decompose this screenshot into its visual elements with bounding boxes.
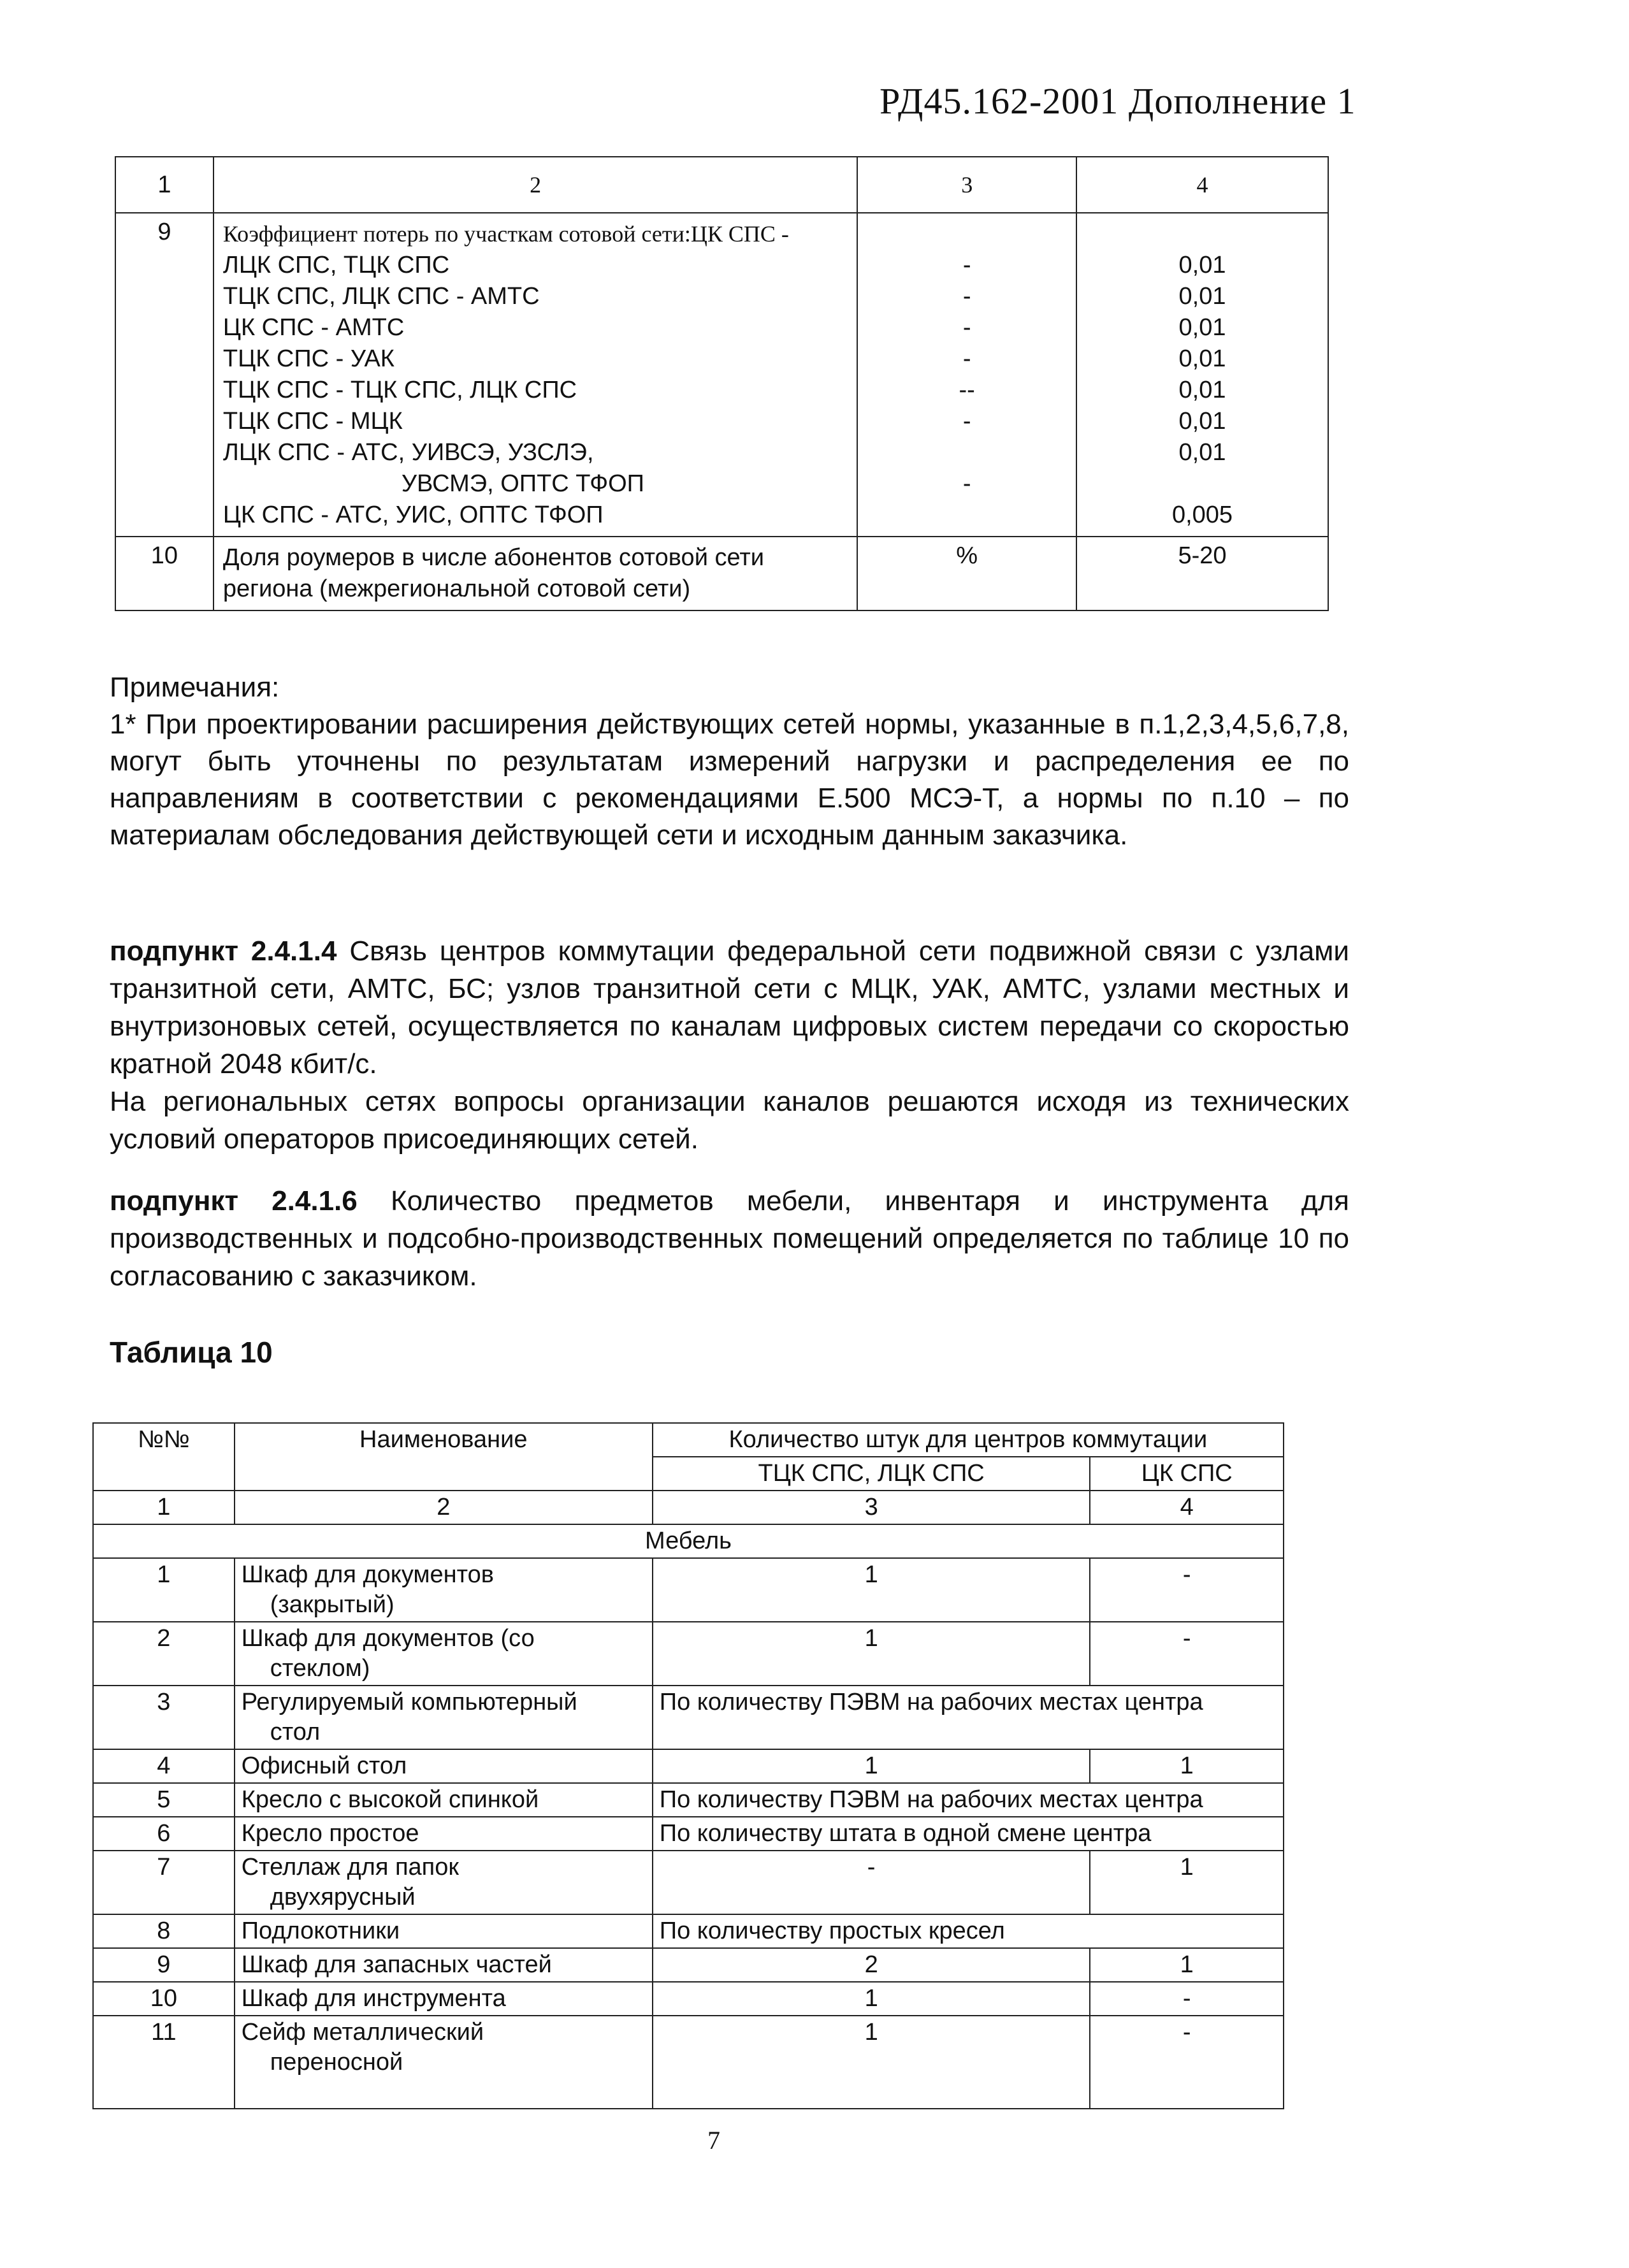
header-quantity-tck: ТЦК СПС, ЛЦК СПС bbox=[653, 1457, 1090, 1491]
notes-section bbox=[110, 669, 1349, 854]
item-name-line: Стеллаж для папок bbox=[241, 1854, 460, 1881]
item-qty-tck: 1 bbox=[653, 1982, 1090, 2016]
item-number: 7 bbox=[93, 1851, 235, 1914]
table-row bbox=[93, 1686, 1284, 1749]
row-values bbox=[1076, 213, 1328, 537]
list-item: ТЦК СПС - УАК bbox=[222, 345, 395, 372]
unit-value: -- bbox=[959, 377, 975, 403]
item-number: 1 bbox=[93, 1558, 235, 1622]
item-name-line: двухярусный bbox=[270, 1884, 416, 1910]
row-units bbox=[857, 213, 1076, 537]
header-number: №№ bbox=[93, 1423, 235, 1491]
list-item: ТЦК СПС - МЦК bbox=[222, 408, 403, 435]
item-name-line: Шкаф для документов (со bbox=[241, 1625, 535, 1652]
table-row bbox=[93, 1783, 1284, 1817]
list-item: ЦК СПС - АТС, УИС, ОПТС ТФОП bbox=[222, 502, 604, 528]
index-cell: 1 bbox=[93, 1491, 235, 1524]
table-row bbox=[93, 1914, 1284, 1948]
item-name-line: стол bbox=[270, 1719, 321, 1745]
table-caption: Таблица 10 bbox=[110, 1336, 273, 1369]
item-number: 11 bbox=[93, 2016, 235, 2109]
item-qty-span: По количеству простых кресел bbox=[653, 1914, 1284, 1948]
table-row bbox=[93, 1558, 1284, 1622]
item-number: 8 bbox=[93, 1914, 235, 1948]
item-name-line: Регулируемый компьютерный bbox=[241, 1689, 577, 1715]
notes-text: 1* При проектировании расширения действующих сетей нормы, указанные в п.1,2,3,4,5,6,7,8, могут быть уточнены по результатам измерений нагрузки и распределения ее по направлениям в соответствии с рекомендациями Е.500 МСЭ-Т, а нормы по п.10 – по материалам обследования действующей сети и исходным данным заказчика. bbox=[110, 709, 1349, 851]
header-quantity: Количество штук для центров коммутации bbox=[653, 1423, 1284, 1457]
blank-line bbox=[1086, 468, 1319, 500]
row-line: региона (межрегиональной сотовой сети) bbox=[222, 575, 691, 602]
table-row bbox=[93, 2016, 1284, 2109]
item-qty-tck: 1 bbox=[653, 1558, 1090, 1622]
table-header-row bbox=[93, 1423, 1284, 1457]
col-index-1: 1 bbox=[115, 157, 214, 213]
item-qty-span: По количеству ПЭВМ на рабочих местах центра bbox=[653, 1783, 1284, 1817]
item-name: Подлокотники bbox=[235, 1914, 653, 1948]
page-number: 7 bbox=[707, 2126, 720, 2155]
norm-value: 0,01 bbox=[1178, 314, 1226, 341]
norm-value: 0,01 bbox=[1178, 377, 1226, 403]
list-item: ТЦК СПС - ТЦК СПС, ЛЦК СПС bbox=[222, 377, 577, 403]
item-number: 2 bbox=[93, 1622, 235, 1686]
item-qty-tck: 1 bbox=[653, 2016, 1090, 2109]
subclause-label: подпункт 2.4.1.4 bbox=[110, 935, 337, 967]
table-row bbox=[93, 1982, 1284, 2016]
item-number: 3 bbox=[93, 1686, 235, 1749]
header-quantity-ck: ЦК СПС bbox=[1090, 1457, 1284, 1491]
norm-value: 0,01 bbox=[1178, 252, 1226, 278]
index-cell: 3 bbox=[653, 1491, 1090, 1524]
table-row bbox=[115, 537, 1328, 610]
subclause-2-4-1-6 bbox=[110, 1182, 1349, 1295]
item-qty-ck: 1 bbox=[1090, 1749, 1284, 1783]
item-name: Кресло с высокой спинкой bbox=[235, 1783, 653, 1817]
norm-value: 5-20 bbox=[1076, 537, 1328, 610]
item-number: 10 bbox=[93, 1982, 235, 2016]
unit-value: - bbox=[962, 314, 971, 341]
list-item: ЦК СПС - АМТС bbox=[222, 314, 405, 341]
item-name bbox=[235, 1558, 653, 1622]
item-name bbox=[235, 1851, 653, 1914]
norm-value: 0,005 bbox=[1171, 502, 1233, 528]
row-title: Коэффициент потерь по участкам сотовой сети:ЦК СПС - bbox=[222, 221, 789, 247]
item-name bbox=[235, 1686, 653, 1749]
list-item: ЛЦК СПС - АТС, УИВСЭ, УЗСЛЭ, bbox=[222, 439, 594, 466]
index-cell: 2 bbox=[235, 1491, 653, 1524]
unit-value: % bbox=[857, 537, 1076, 610]
table-row bbox=[93, 1817, 1284, 1851]
subclause-text-2: На региональных сетях вопросы организации каналов решаются исходя из технических условий операторов присоединяющих сетей. bbox=[110, 1086, 1349, 1155]
item-qty-span: По количеству ПЭВМ на рабочих местах центра bbox=[653, 1686, 1284, 1749]
subclause-2-4-1-4 bbox=[110, 932, 1349, 1158]
item-name-line: Сейф металлический bbox=[241, 2019, 484, 2046]
item-qty-ck: - bbox=[1090, 2016, 1284, 2109]
item-name-line: Шкаф для документов bbox=[241, 1561, 494, 1588]
item-number: 5 bbox=[93, 1783, 235, 1817]
subclause-text: Количество предметов мебели, инвентаря и инструмента для производственных и подсобно-производственных помещений определяется по таблице 10 по согласованию с заказчиком. bbox=[110, 1185, 1350, 1292]
item-name bbox=[235, 2016, 653, 2109]
item-name: Офисный стол bbox=[235, 1749, 653, 1783]
item-qty-ck: 1 bbox=[1090, 1851, 1284, 1914]
norm-value: 0,01 bbox=[1178, 408, 1226, 435]
col-index-2: 2 bbox=[214, 157, 857, 213]
list-item: ЛЦК СПС, ТЦК СПС bbox=[222, 252, 450, 278]
blank-line bbox=[867, 437, 1067, 468]
item-name: Шкаф для запасных частей bbox=[235, 1948, 653, 1982]
table-header-row bbox=[115, 157, 1328, 213]
blank-line bbox=[1086, 219, 1319, 250]
list-item-continuation: УВСМЭ, ОПТС ТФОП bbox=[401, 470, 644, 497]
row-number: 10 bbox=[115, 537, 214, 610]
subclause-text: Связь центров коммутации федеральной сети подвижной связи с узлами транзитной сети, АМТС, БС; узлов транзитной сети с МЦК, УАК, АМТС, узлами местных и внутризоновых сетей, осуществляется по каналам цифровых систем передачи со скоростью кратной 2048 кбит/с. bbox=[110, 935, 1349, 1080]
row-line: Доля роумеров в числе абонентов сотовой сети bbox=[222, 544, 764, 571]
col-index-3: 3 bbox=[857, 157, 1076, 213]
norms-table bbox=[115, 156, 1329, 611]
table-row bbox=[93, 1622, 1284, 1686]
item-name bbox=[235, 1622, 653, 1686]
table-row bbox=[93, 1749, 1284, 1783]
section-row bbox=[93, 1524, 1284, 1558]
furniture-table bbox=[92, 1422, 1284, 2109]
header-name: Наименование bbox=[235, 1423, 653, 1491]
table-row bbox=[115, 213, 1328, 537]
list-item: ТЦК СПС, ЛЦК СПС - АМТС bbox=[222, 283, 540, 310]
item-qty-tck: - bbox=[653, 1851, 1090, 1914]
item-qty-tck: 1 bbox=[653, 1749, 1090, 1783]
item-qty-tck: 1 bbox=[653, 1622, 1090, 1686]
section-title: Мебель bbox=[93, 1524, 1284, 1558]
item-qty-tck: 2 bbox=[653, 1948, 1090, 1982]
item-qty-ck: - bbox=[1090, 1622, 1284, 1686]
row-description bbox=[214, 213, 857, 537]
item-number: 6 bbox=[93, 1817, 235, 1851]
item-name-line: (закрытый) bbox=[270, 1591, 395, 1618]
item-qty-ck: - bbox=[1090, 1982, 1284, 2016]
unit-value: - bbox=[962, 470, 971, 497]
item-qty-span: По количеству штата в одной смене центра bbox=[653, 1817, 1284, 1851]
document-header: РД45.162-2001 Дополнение 1 bbox=[880, 80, 1356, 122]
norm-value: 0,01 bbox=[1178, 439, 1226, 466]
col-index-4: 4 bbox=[1076, 157, 1328, 213]
table-row bbox=[93, 1851, 1284, 1914]
unit-value: - bbox=[962, 283, 971, 310]
item-number: 4 bbox=[93, 1749, 235, 1783]
item-name: Кресло простое bbox=[235, 1817, 653, 1851]
item-name-line: переносной bbox=[270, 2049, 403, 2076]
row-description bbox=[214, 537, 857, 610]
table-index-row bbox=[93, 1491, 1284, 1524]
item-qty-ck: 1 bbox=[1090, 1948, 1284, 1982]
unit-value: - bbox=[962, 252, 971, 278]
unit-value: - bbox=[962, 345, 971, 372]
notes-title: Примечания: bbox=[110, 672, 280, 703]
item-name: Шкаф для инструмента bbox=[235, 1982, 653, 2016]
index-cell: 4 bbox=[1090, 1491, 1284, 1524]
norm-value: 0,01 bbox=[1178, 283, 1226, 310]
item-name-line: стеклом) bbox=[270, 1655, 370, 1682]
norm-value: 0,01 bbox=[1178, 345, 1226, 372]
table-row bbox=[93, 1948, 1284, 1982]
subclause-label: подпункт 2.4.1.6 bbox=[110, 1185, 358, 1217]
blank-line bbox=[867, 219, 1067, 250]
item-number: 9 bbox=[93, 1948, 235, 1982]
row-number: 9 bbox=[115, 213, 214, 537]
unit-value: - bbox=[962, 408, 971, 435]
item-qty-ck: - bbox=[1090, 1558, 1284, 1622]
